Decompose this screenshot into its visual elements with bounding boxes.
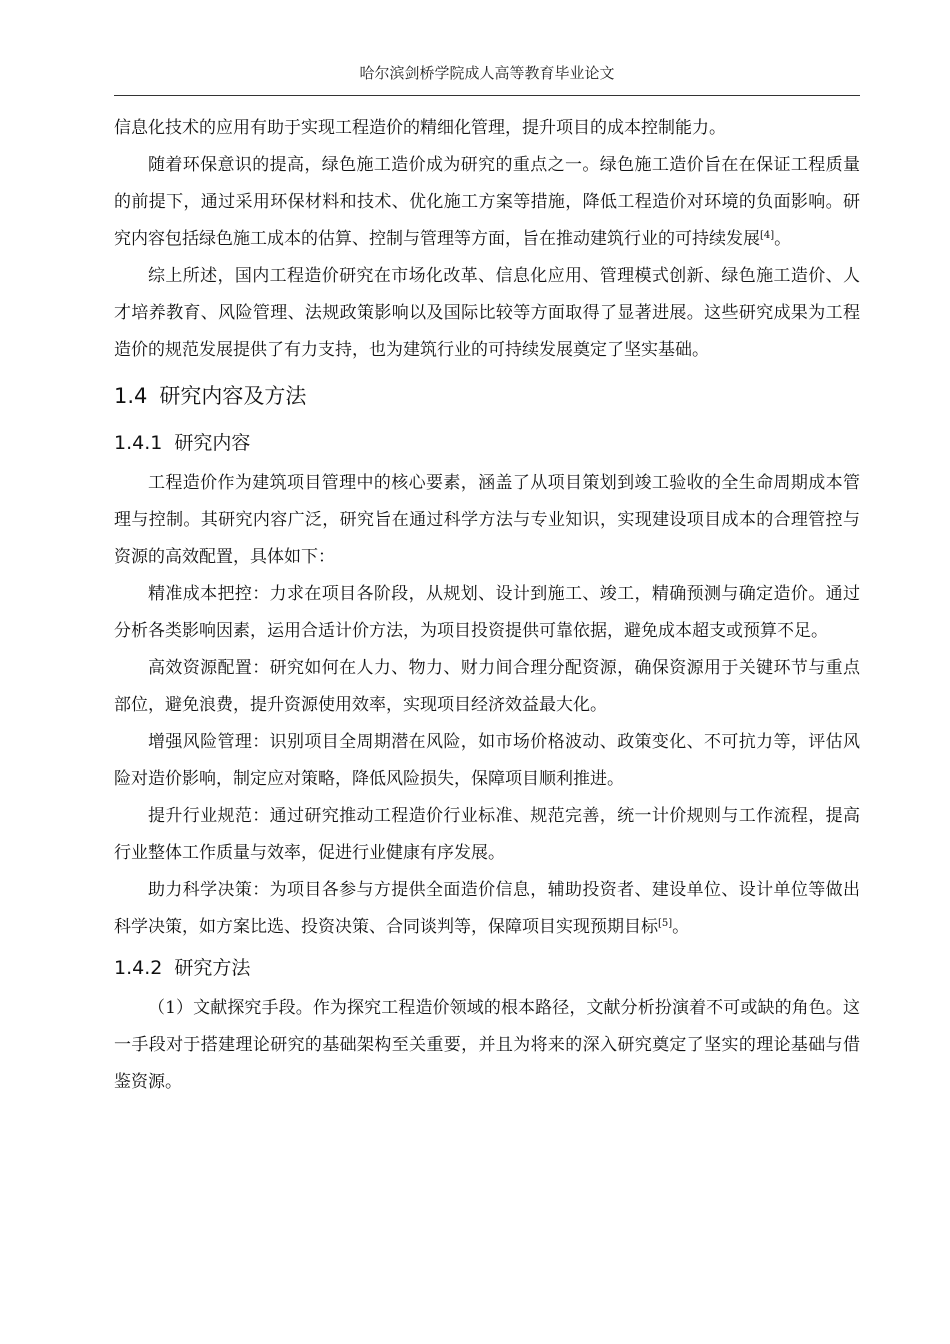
paragraph xyxy=(114,147,860,258)
citation: [5] xyxy=(658,918,673,929)
subsection-heading xyxy=(114,421,860,465)
document-body xyxy=(114,110,860,1101)
paragraph-end: 。 xyxy=(774,229,792,249)
subsection-heading xyxy=(114,946,860,990)
header-divider xyxy=(114,95,860,96)
paragraph-end: 。 xyxy=(672,917,690,937)
list-item xyxy=(114,872,860,946)
paragraph-text: 随着环保意识的提高，绿色施工造价成为研究的重点之一。绿色施工造价旨在在保证工程质量的前提下，通过采用环保材料和技术、优化施工方案等措施，降低工程造价对环境的负面影响。研究内容包括绿色施工成本的估算、控制与管理等方面，旨在推动建筑行业的可持续发展 xyxy=(114,155,860,249)
list-item: 提升行业规范：通过研究推动工程造价行业标准、规范完善，统一计价规则与工作流程，提高行业整体工作质量与效率，促进行业健康有序发展。 xyxy=(114,806,860,863)
section-title: 研究内容及方法 xyxy=(159,384,307,408)
paragraph: （1）文献探究手段。作为探究工程造价领域的根本路径，文献分析扮演着不可或缺的角色。这一手段对于搭建理论研究的基础架构至关重要，并且为将来的深入研究奠定了坚实的理论基础与借鉴资源。 xyxy=(114,998,860,1092)
subsection-number: 1.4.1 xyxy=(114,432,163,454)
paragraph: 信息化技术的应用有助于实现工程造价的精细化管理，提升项目的成本控制能力。 xyxy=(114,118,726,138)
paragraph: 工程造价作为建筑项目管理中的核心要素，涵盖了从项目策划到竣工验收的全生命周期成本管理与控制。其研究内容广泛，研究旨在通过科学方法与专业知识，实现建设项目成本的合理管控与资源的高效配置，具体如下： xyxy=(114,473,860,567)
page-header: 哈尔滨剑桥学院成人高等教育毕业论文 xyxy=(359,64,615,82)
list-item: 精准成本把控：力求在项目各阶段，从规划、设计到施工、竣工，精确预测与确定造价。通过分析各类影响因素，运用合适计价方法，为项目投资提供可靠依据，避免成本超支或预算不足。 xyxy=(114,584,860,641)
citation: [4] xyxy=(760,230,775,241)
list-item: 增强风险管理：识别项目全周期潜在风险，如市场价格波动、政策变化、不可抗力等，评估风险对造价影响，制定应对策略，降低风险损失，保障项目顺利推进。 xyxy=(114,732,860,789)
subsection-title: 研究方法 xyxy=(174,957,251,979)
section-heading xyxy=(114,373,860,419)
list-item: 高效资源配置：研究如何在人力、物力、财力间合理分配资源，确保资源用于关键环节与重点部位，避免浪费，提升资源使用效率，实现项目经济效益最大化。 xyxy=(114,658,860,715)
section-number: 1.4 xyxy=(114,384,148,408)
subsection-number: 1.4.2 xyxy=(114,957,163,979)
paragraph-text: 助力科学决策：为项目各参与方提供全面造价信息，辅助投资者、建设单位、设计单位等做出科学决策，如方案比选、投资决策、合同谈判等，保障项目实现预期目标 xyxy=(114,880,860,937)
subsection-title: 研究内容 xyxy=(174,432,251,454)
paragraph: 综上所述，国内工程造价研究在市场化改革、信息化应用、管理模式创新、绿色施工造价、人才培养教育、风险管理、法规政策影响以及国际比较等方面取得了显著进展。这些研究成果为工程造价的规范发展提供了有力支持，也为建筑行业的可持续发展奠定了坚实基础。 xyxy=(114,266,860,360)
